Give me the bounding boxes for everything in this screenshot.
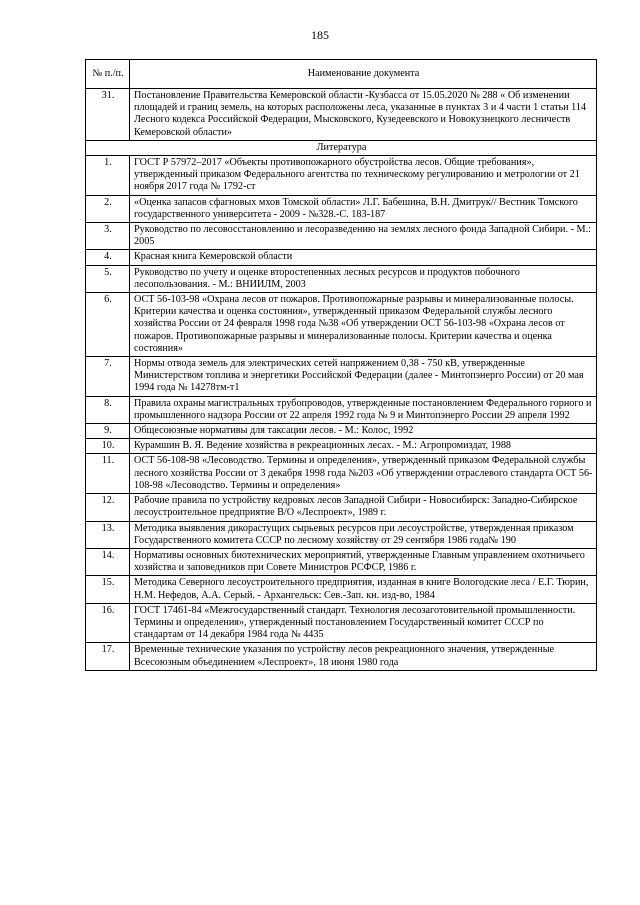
row-number: 12. xyxy=(86,494,130,521)
document-name: Временные технические указания по устройству лесов рекреационного значения, утвержденные Всесоюзным объединением «Леспроект», 18 июня 1980 года xyxy=(130,643,597,670)
table-row xyxy=(86,265,597,292)
document-name: Методика выявления дикорастущих сырьевых ресурсов при лесоустройстве, утвержденная приказом Государственного комитета СССР по лесному хозяйству от 29 сентября 1986 года№ 190 xyxy=(130,521,597,548)
table-row xyxy=(86,454,597,494)
document-name: Руководство по учету и оценке второстепенных лесных ресурсов и продуктов побочного лесопользования. - М.: ВНИИЛМ, 2003 xyxy=(130,265,597,292)
document-name: Нормативы основных биотехнических мероприятий, утвержденные Главным управлением охотничьего хозяйства и заповедников при Совете Министров РСФСР, 1986 г. xyxy=(130,548,597,575)
row-number: 4. xyxy=(86,250,130,265)
table-row xyxy=(86,293,597,357)
table-row xyxy=(86,439,597,454)
table-row xyxy=(86,576,597,603)
row-number: 6. xyxy=(86,293,130,357)
documents-table xyxy=(85,59,597,671)
document-name: Общесоюзные нормативы для таксации лесов. - М.: Колос, 1992 xyxy=(130,424,597,439)
row-number: 11. xyxy=(86,454,130,494)
table-row xyxy=(86,521,597,548)
table-row xyxy=(86,195,597,222)
table-body-regulations xyxy=(86,89,597,141)
document-name: ГОСТ Р 57972–2017 «Объекты противопожарного обустройства лесов. Общие требования», утвержденный приказом Федерального агентства по техническому регулированию и метрологии от 21 ноября 2017 года № 1792-ст xyxy=(130,156,597,196)
document-name: «Оценка запасов сфагновых мхов Томской области» Л.Г. Бабешина, В.Н. Дмитрук// Вестник Томского государственного университета - 2009 - №328.-С. 183-187 xyxy=(130,195,597,222)
row-number: 7. xyxy=(86,357,130,397)
document-name: Методика Северного лесоустроительного предприятия, изданная в книге Вологодские леса / Е.Г. Тюрин, Н.М. Нефедов, А.А. Серый. - Архангельск: Сев.-Зап. кн. изд-во, 1984 xyxy=(130,576,597,603)
column-header-document-name: Наименование документа xyxy=(130,60,597,89)
table-row xyxy=(86,396,597,423)
row-number: 9. xyxy=(86,424,130,439)
row-number: 17. xyxy=(86,643,130,670)
table-row xyxy=(86,156,597,196)
table-row xyxy=(86,223,597,250)
section-title-literature: Литература xyxy=(86,140,597,155)
document-name: Рабочие правила по устройству кедровых лесов Западной Сибири - Новосибирск: Западно-Сибирское лесоустроительное предприятие В/О «Леспроект», 1989 г. xyxy=(130,494,597,521)
row-number: 15. xyxy=(86,576,130,603)
document-name: ГОСТ 17461-84 «Межгосударственный стандарт. Технология лесозаготовительной промышленности. Термины и определения», утвержденный постановлением Государственный комитет СССР по стандартам от 14 декабря 1984 года № 4435 xyxy=(130,603,597,643)
document-name: Красная книга Кемеровской области xyxy=(130,250,597,265)
table-row xyxy=(86,548,597,575)
row-number: 5. xyxy=(86,265,130,292)
row-number: 10. xyxy=(86,439,130,454)
table-row xyxy=(86,603,597,643)
table-row xyxy=(86,250,597,265)
section-row xyxy=(86,140,597,155)
table-row xyxy=(86,357,597,397)
row-number: 1. xyxy=(86,156,130,196)
table-row xyxy=(86,643,597,670)
table-row xyxy=(86,424,597,439)
page-number: 185 xyxy=(311,28,329,42)
document-name: Постановление Правительства Кемеровской области -Кузбасса от 15.05.2020 № 288 « Об изменении площадей и границ земель, на которых расположены леса, указанные в пунктах 3 и 4 части 1 статьи 114 Лесного кодекса Российской Федерации, Мысковского, Кузедеевского и Новокузнецкого лесничеств Кемеровской области» xyxy=(130,89,597,141)
document-name: Правила охраны магистральных трубопроводов, утвержденные постановлением Федерального горного и промышленного надзора России от 22 апреля 1992 года № 9 и Минтопэнерго России 29 апреля 1992 xyxy=(130,396,597,423)
document-name: Курамшин В. Я. Ведение хозяйства в рекреационных лесах. - М.: Агропромиздат, 1988 xyxy=(130,439,597,454)
document-name: ОСТ 56-108-98 «Лесоводство. Термины и определения», утвержденный приказом Федеральной службы лесного хозяйства России от 3 декабря 1998 года №203 «Об утверждении отраслевого стандарта ОСТ 56-108-98 «Лесоводство. Термины и определения» xyxy=(130,454,597,494)
document-name: Нормы отвода земель для электрических сетей напряжением 0,38 - 750 кВ, утвержденные Министерством топлива и энергетики Российской Федерации (далее - Минтопэнерго России) от 20 мая 1994 года № 14278тм-т1 xyxy=(130,357,597,397)
row-number: 16. xyxy=(86,603,130,643)
row-number: 31. xyxy=(86,89,130,141)
row-number: 3. xyxy=(86,223,130,250)
document-name: Руководство по лесовосстановлению и лесоразведению на землях лесного фонда Западной Сибири. - М.: 2005 xyxy=(130,223,597,250)
table-body-literature xyxy=(86,156,597,671)
row-number: 14. xyxy=(86,548,130,575)
table-header-row xyxy=(86,60,597,89)
table-row xyxy=(86,494,597,521)
row-number: 13. xyxy=(86,521,130,548)
table-row xyxy=(86,89,597,141)
column-header-number: № п./п. xyxy=(86,60,130,89)
document-name: ОСТ 56-103-98 «Охрана лесов от пожаров. Противопожарные разрывы и минерализованные полосы. Критерии качества и оценка состояния», утвержденный приказом Федеральной службы лесного хозяйства России от 24 февраля 1998 года №38 «Об утверждении ОСТ 56-103-98 «Охрана лесов от пожаров. Противопожарные разрывы и минерализованные полосы. Критерии качества и оценка состояния» xyxy=(130,293,597,357)
row-number: 8. xyxy=(86,396,130,423)
row-number: 2. xyxy=(86,195,130,222)
